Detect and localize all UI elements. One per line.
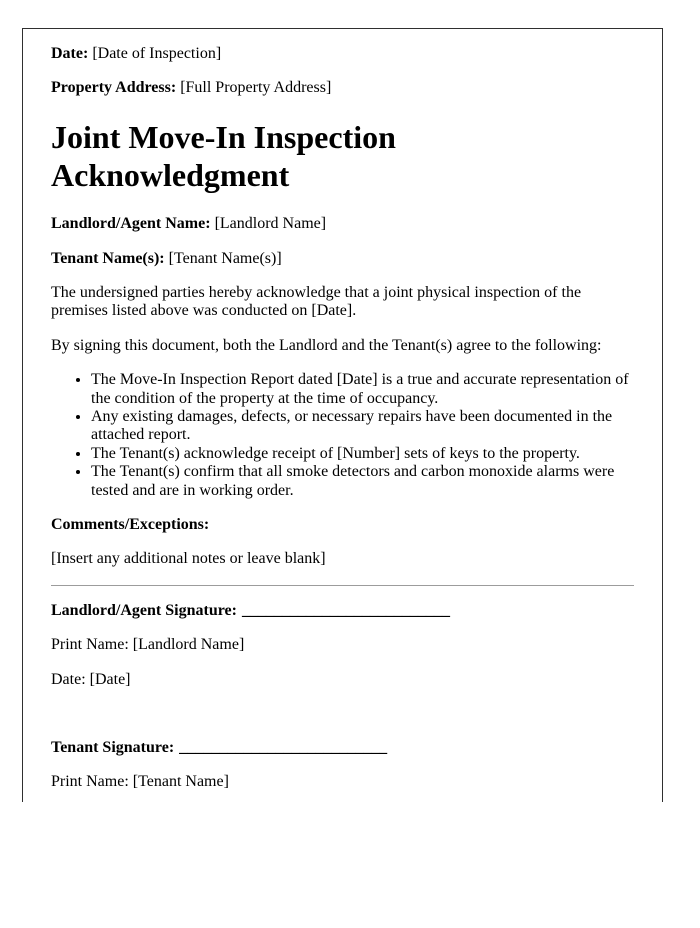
- agreement-bullet-list: [51, 371, 634, 500]
- property-address-label: Property Address:: [51, 79, 177, 97]
- bullet-item-damages: • Any existing damages, defects, or necessary repairs have been documented in the attached report.: [91, 408, 634, 445]
- tenant-name-label: Tenant Name(s):: [51, 249, 165, 267]
- landlord-name-label: Landlord/Agent Name:: [51, 215, 211, 233]
- property-address-field: [51, 79, 634, 97]
- tenant-print-name: Print Name: [Tenant Name]: [51, 773, 229, 791]
- bullet-item-keys: • The Tenant(s) acknowledge receipt of [Number] sets of keys to the property.: [91, 445, 634, 463]
- bullet-item-smoke-detectors: • The Tenant(s) confirm that all smoke detectors and carbon monoxide alarms were tested and are in working order.: [91, 463, 634, 500]
- comments-heading: [51, 516, 634, 534]
- tenant-signature-label: Tenant Signature:: [51, 738, 175, 756]
- tenant-signature-line: [51, 739, 634, 757]
- blank-spacer: [51, 705, 634, 723]
- comments-heading-label: Comments/Exceptions:: [51, 515, 210, 533]
- landlord-name-field: [51, 215, 634, 233]
- tenant-name-field: [51, 250, 634, 268]
- bullet-item-inspection-report: • The Move-In Inspection Report dated [Date] is a true and accurate representation of the condition of the property at the time of occupancy.: [91, 371, 634, 408]
- page-title: Joint Move-In Inspection Acknowledgment: [51, 118, 396, 193]
- date-field-label: Date:: [51, 45, 89, 62]
- signature-divider: [51, 585, 634, 586]
- landlord-signature-line: [51, 602, 634, 620]
- document-page: [22, 28, 663, 802]
- comments-placeholder: [Insert any additional notes or leave blank]: [51, 550, 326, 568]
- landlord-signature-label: Landlord/Agent Signature:: [51, 601, 237, 619]
- intro-paragraph: The undersigned parties hereby acknowledge that a joint physical inspection of the premises listed above was conducted on [Date].: [51, 284, 582, 320]
- tenant-name-value: [Tenant Name(s)]: [168, 249, 282, 267]
- landlord-name-value: [Landlord Name]: [214, 215, 327, 233]
- date-field: [51, 45, 634, 63]
- date-field-value: [Date of Inspection]: [92, 45, 222, 62]
- tenant-signature-blank: __________________________: [179, 738, 388, 756]
- landlord-date-line: Date: [Date]: [51, 670, 131, 688]
- property-address-value: [Full Property Address]: [180, 79, 332, 97]
- agreement-lead-paragraph: By signing this document, both the Landlord and the Tenant(s) agree to the following:: [51, 336, 602, 354]
- landlord-signature-blank: __________________________: [241, 601, 450, 619]
- landlord-print-name: Print Name: [Landlord Name]: [51, 636, 245, 654]
